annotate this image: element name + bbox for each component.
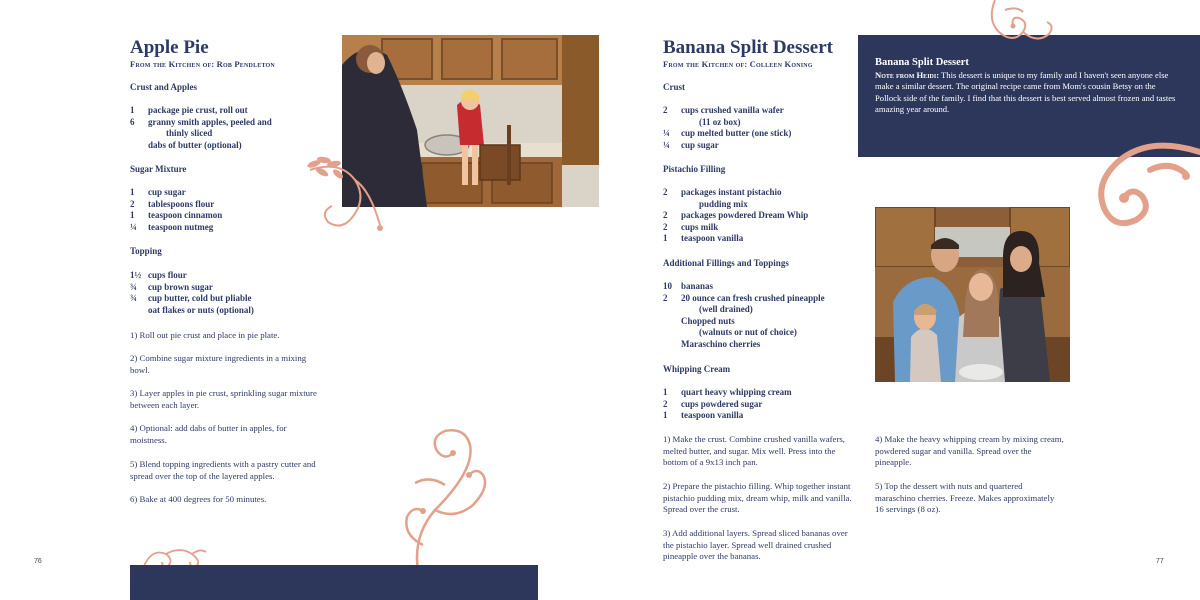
ingredient-row [663,117,791,129]
page-number: 76 [34,558,42,565]
ingredient-qty: 1½ [130,270,142,280]
ingredient-list-sugar [130,187,222,233]
section-heading-topping: Topping [130,246,162,256]
ingredient-list-additional [663,281,825,350]
ingredient-text: cups crushed vanilla wafer [681,105,784,115]
ingredient-text: (well drained) [699,304,753,314]
step-3: 3) Layer apples in pie crust, sprinkling sugar mixture between each layer. [130,388,317,410]
ingredient-qty: 2 [663,292,668,303]
recipe-byline: From the Kitchen of: Colleen Koning [663,59,813,69]
ingredient-row [130,187,222,199]
ingredient-row [663,304,825,316]
ingredient-text: quart heavy whipping cream [681,387,792,397]
ingredient-row [663,316,825,328]
ingredient-qty: 1 [130,210,135,220]
ingredient-qty: 2 [130,198,135,209]
ingredient-row [130,293,254,305]
ingredient-qty [663,304,681,316]
step-4: 4) Optional: add dabs of butter in apples, for moistness. [130,423,287,445]
ingredient-qty: 2 [663,210,668,220]
ingredient-row [663,199,808,211]
ingredient-row [130,105,272,117]
ingredient-row [663,187,808,199]
ingredient-qty [663,339,681,351]
ingredient-qty: ¾ [130,281,137,292]
ingredient-qty [130,140,148,152]
ingredient-qty: 1 [663,410,668,420]
right-swirl-ornament [1090,140,1200,235]
ingredient-qty: ¼ [663,128,670,138]
ingredient-qty: 1 [130,105,135,115]
ingredient-row [130,117,272,129]
note-box [858,35,1200,157]
section-heading-crust: Crust [663,82,685,92]
ingredient-row [663,140,791,152]
family-photo [875,207,1070,382]
ingredient-qty [130,305,148,317]
ingredient-qty: 6 [130,116,135,127]
ingredient-text: cups milk [681,221,719,232]
ingredient-qty [663,199,681,211]
ingredient-text: teaspoon nutmeg [148,221,214,232]
ingredient-text: cup melted butter (one stick) [681,128,792,138]
ingredient-row [663,293,825,305]
ingredient-row [130,140,272,152]
ingredient-text: teaspoon vanilla [681,233,744,243]
step-1: 1) Roll out pie crust and place in pie plate. [130,330,280,340]
note-label: Note from Heidi: [875,70,940,80]
ingredient-qty: ¼ [663,139,670,150]
ingredient-text: teaspoon cinnamon [148,210,223,220]
family-photo-image [875,207,1070,382]
ingredient-qty: 1 [663,387,668,397]
ingredient-text: bananas [681,281,714,291]
ingredient-list-whipping [663,387,792,422]
ingredient-text: teaspoon vanilla [681,410,744,420]
step-4: 4) Make the heavy whipping cream by mixing cream, powdered sugar and vanilla. Spread over the pineapple. [875,434,1064,467]
ingredient-qty: ¾ [130,293,137,303]
ingredient-row [130,282,254,294]
step-2: 2) Combine sugar mixture ingredients in a mixing bowl. [130,353,307,375]
ingredient-text: Chopped nuts [681,315,735,326]
ingredient-text: cups flour [148,270,187,280]
ingredient-text: (walnuts or nut of choice) [699,327,797,337]
ingredient-list-topping [130,270,254,316]
ingredient-text: (11 oz box) [699,116,741,127]
ingredient-qty: 2 [663,187,668,197]
ingredient-text: cup butter, cold but pliable [148,293,252,303]
ingredient-row [130,222,222,234]
ingredient-qty: 2 [663,221,668,232]
recipe-title: Apple Pie [130,37,209,58]
ingredient-row [663,387,792,399]
ingredient-list-pistachio [663,187,808,245]
ingredient-text: cups powdered sugar [681,398,763,409]
ingredient-text: pudding mix [699,198,748,209]
ingredient-text: oat flakes or nuts (optional) [148,304,254,315]
ingredient-text: tablespoons flour [148,198,215,209]
leaf-sprig-ornament [300,150,390,240]
page-number: 77 [1156,558,1164,565]
ingredient-text: cup sugar [681,139,719,150]
note-body [875,70,1182,116]
ingredient-row [130,199,222,211]
ingredient-row [130,210,222,222]
recipe-title: Banana Split Dessert [663,37,833,58]
ingredient-text: dabs of butter (optional) [148,139,242,150]
ingredient-text: thinly sliced [166,128,213,138]
step-6: 6) Bake at 400 degrees for 50 minutes. [130,494,267,504]
ingredient-row [663,128,791,140]
ingredient-qty [663,316,681,328]
ingredient-text: cup brown sugar [148,281,213,292]
ingredient-row [663,410,792,422]
ingredient-row [663,281,825,293]
section-heading-additional: Additional Fillings and Toppings [663,258,789,268]
ingredient-list-crust [663,105,791,151]
ingredient-qty: 1 [663,233,668,243]
recipe-byline: From the Kitchen of: Rob Pendleton [130,59,275,69]
section-heading-crust: Crust and Apples [130,82,198,92]
ingredient-row [663,327,825,339]
ingredient-qty: ¼ [130,221,137,232]
ingredient-text: cup sugar [148,187,186,197]
note-text: This dessert is unique to my family and I haven't seen anyone else make a similar dessert. The original recipe came from Mom's cousin Betsy on the Pollock side of the family. I find that this dessert is best served almost frozen and tastes amazing year around. [875,70,1176,115]
step-5: 5) Blend topping ingredients with a pastry cutter and spread over the top of the layered apples. [130,459,316,481]
ingredient-text: packages powdered Dream Whip [681,210,809,220]
step-1: 1) Make the crust. Combine crushed vanilla wafers, melted butter, and sugar. Mix well. Press into the bottom of a 9x13 inch pan. [663,434,845,467]
ingredient-list-crust [130,105,272,151]
ingredient-text: granny smith apples, peeled and [148,116,272,127]
ingredient-qty [130,128,148,140]
ingredient-qty: 10 [663,281,672,291]
section-heading-whipping: Whipping Cream [663,364,731,374]
ingredient-row [130,305,254,317]
ingredient-row [130,128,272,140]
ingredient-text: package pie crust, roll out [148,105,248,115]
ingredient-row [663,222,808,234]
ingredient-qty [663,327,681,339]
section-heading-pistachio: Pistachio Filling [663,164,726,174]
top-swirl-ornament [985,0,1055,50]
ingredient-row [663,210,808,222]
note-title: Banana Split Dessert [875,57,969,68]
ingredient-row [130,270,254,282]
right-page [600,0,1200,600]
ingredient-text: Maraschino cherries [681,338,761,349]
ingredient-text: 20 ounce can fresh crushed pineapple [681,292,825,303]
ingredient-qty: 1 [130,187,135,197]
footer-bar [130,565,538,600]
section-heading-sugar: Sugar Mixture [130,164,187,174]
step-2: 2) Prepare the pistachio filling. Whip together instant pistachio pudding mix, dream whip, milk and vanilla. Spread over the crust. [663,481,852,514]
ingredient-row [663,105,791,117]
ingredient-row [663,339,825,351]
ingredient-text: packages instant pistachio [681,187,782,197]
ingredient-qty: 2 [663,105,668,115]
step-3: 3) Add additional layers. Spread sliced bananas over the pistachio layer. Spread well drained crushed pineapple over the bananas. [663,528,848,561]
step-5: 5) Top the dessert with nuts and quartered maraschino cherries. Freeze. Makes approximately 16 servings (8 oz). [875,481,1055,514]
ingredient-qty: 2 [663,398,668,409]
ingredient-qty [663,117,681,129]
ingredient-row [663,399,792,411]
ingredient-row [663,233,808,245]
